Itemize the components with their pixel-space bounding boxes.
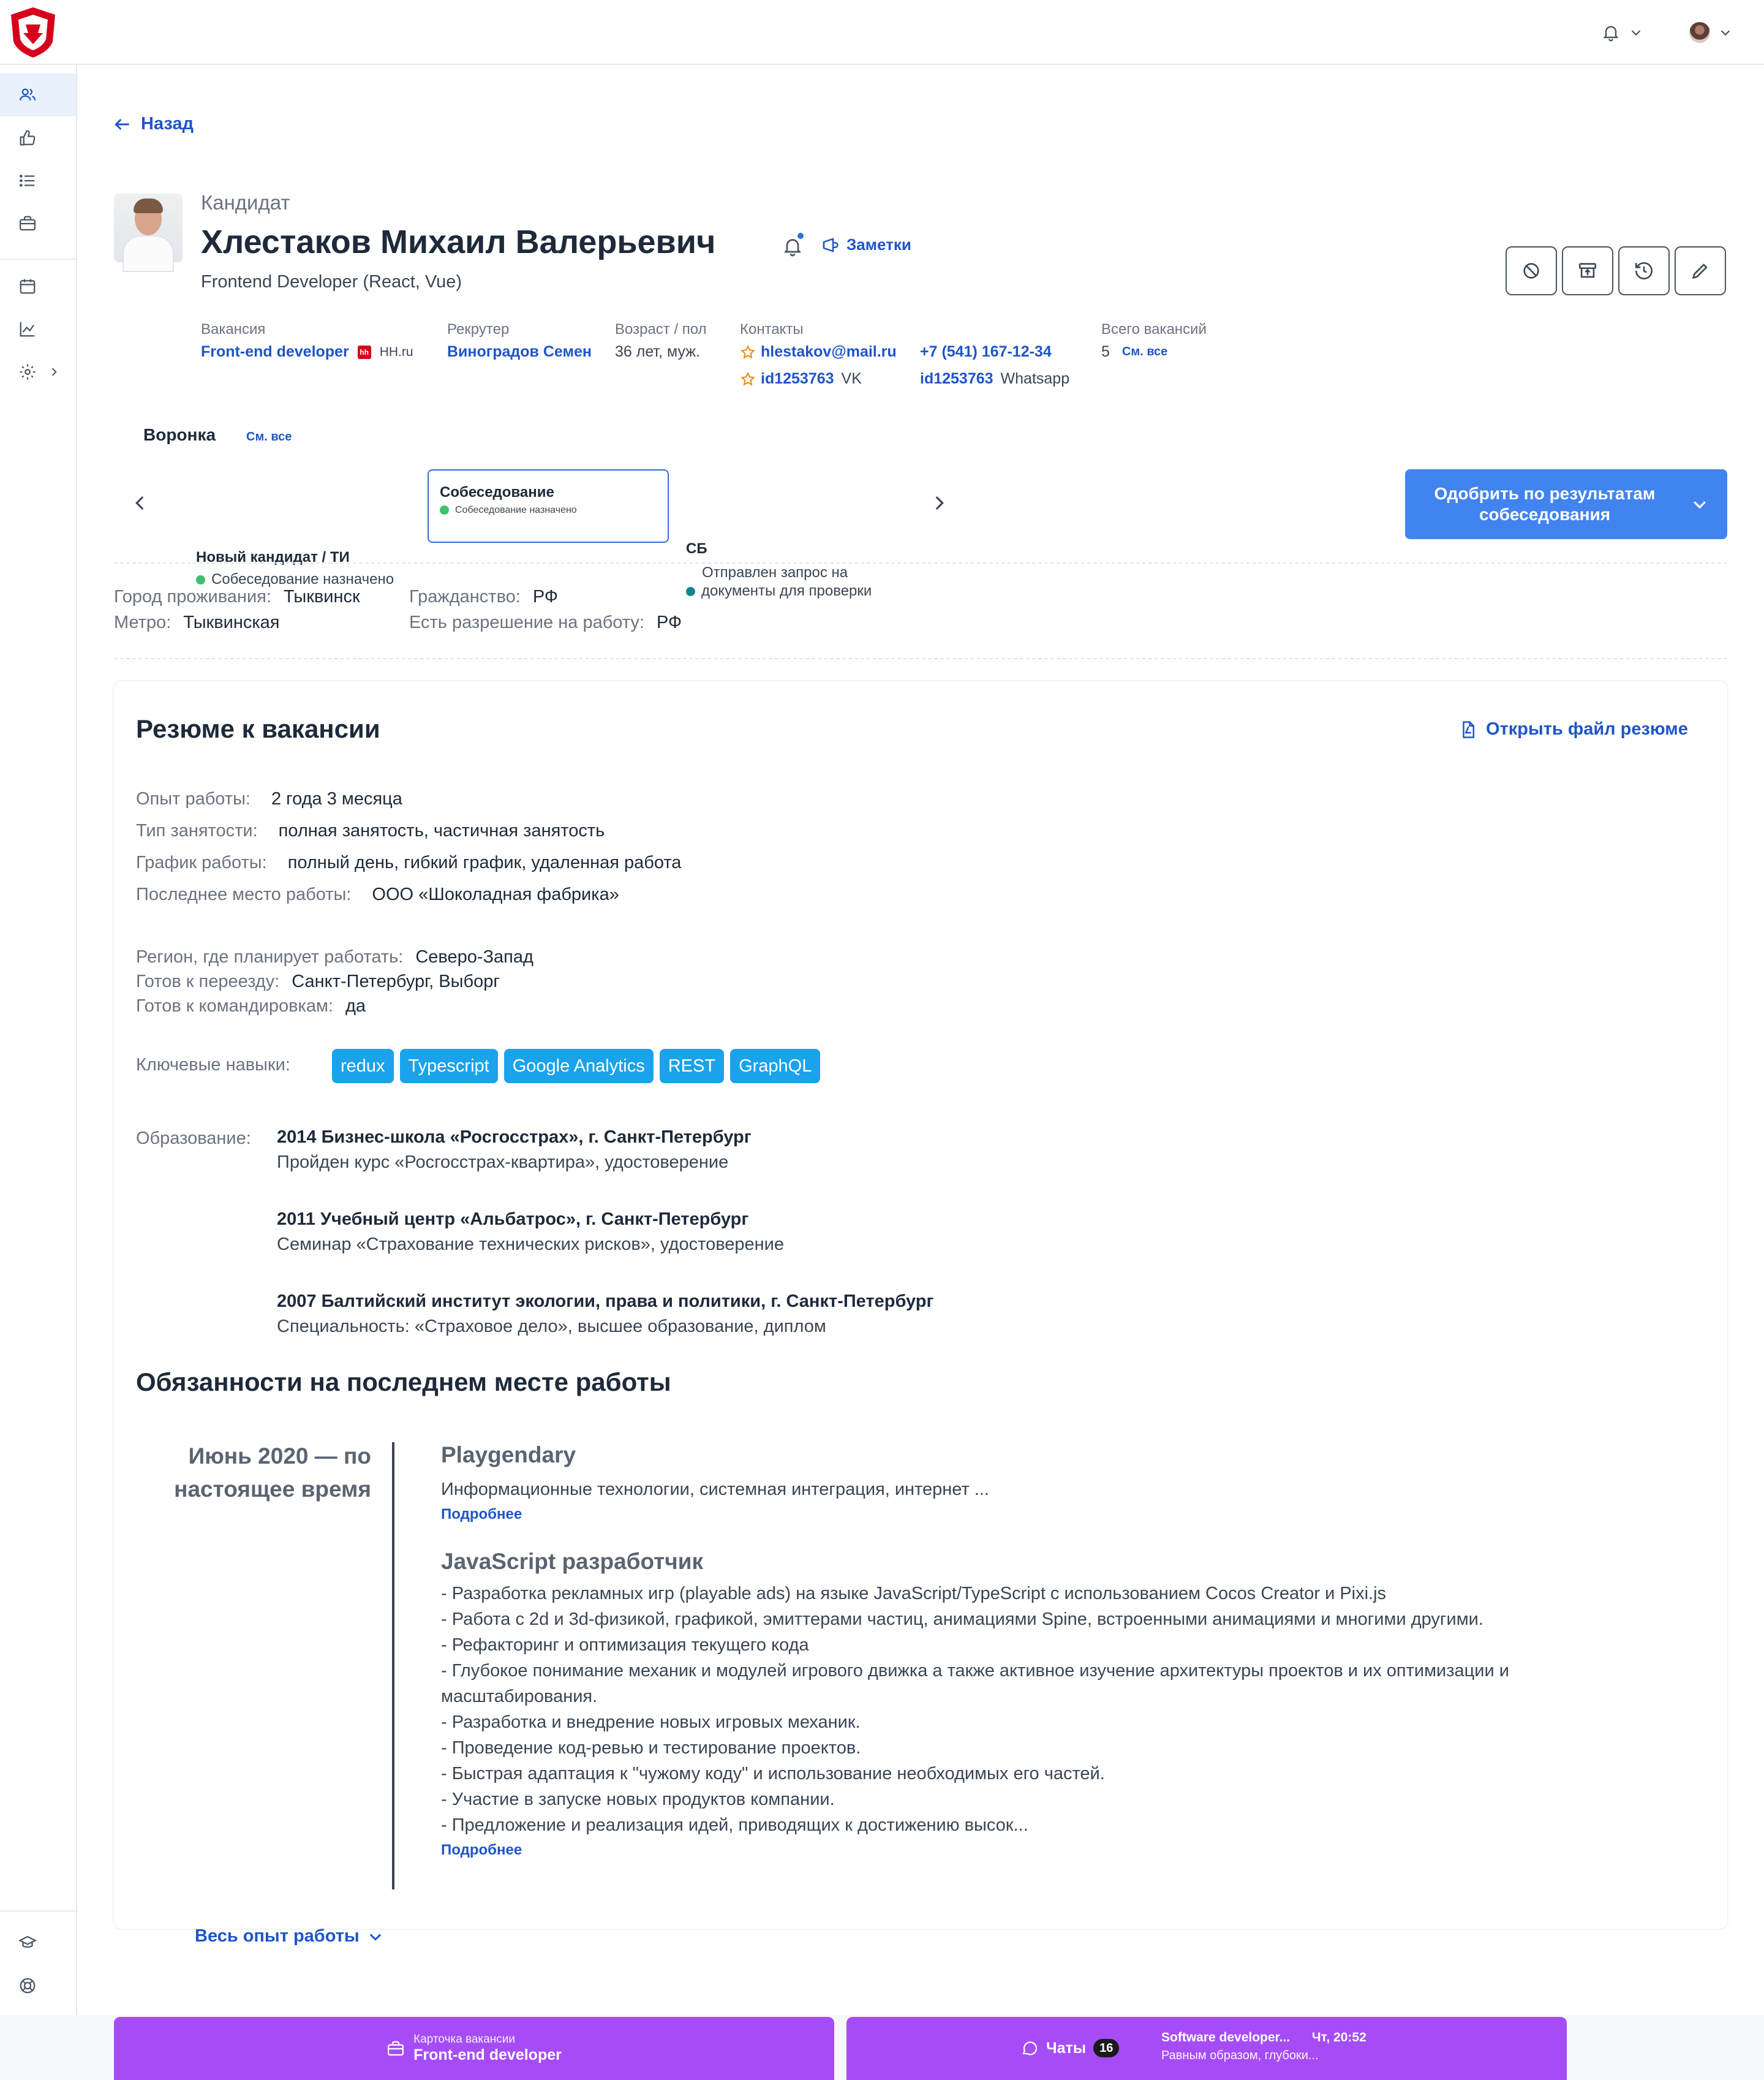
experience-entry [441, 1442, 1666, 1859]
stage-status: Собеседование назначено [196, 571, 394, 588]
duty-item: - Проведение код-ревью и тестирование проектов. [441, 1738, 861, 1758]
role-title: JavaScript разработчик [441, 1549, 704, 1574]
history-icon [1634, 260, 1654, 281]
sidebar-item-support[interactable] [0, 1964, 76, 2007]
funnel-prev-button[interactable] [130, 493, 151, 516]
approve-dropdown[interactable] [1672, 495, 1727, 513]
open-resume-file-button[interactable] [1459, 719, 1688, 739]
funnel-title: Воронка [143, 425, 216, 444]
skill-chip: REST [660, 1049, 724, 1083]
funnel-stage-1[interactable] [196, 549, 394, 588]
whatsapp-label: Whatsapp [1000, 370, 1070, 387]
phone-link[interactable]: +7 (541) 167-12-34 [920, 343, 1052, 360]
shield-logo[interactable] [9, 6, 58, 59]
status-dot [686, 587, 695, 596]
hh-logo-icon: hh [358, 346, 371, 359]
calendar-icon [18, 277, 37, 295]
stage-status: Отправлен запрос на документы для проверки [686, 564, 872, 600]
support-icon [18, 1976, 37, 1995]
vacancy-card-button[interactable] [114, 2017, 834, 2080]
email-contact [740, 343, 897, 361]
settings-icon [18, 363, 37, 381]
age-value: 36 лет, муж. [615, 343, 700, 360]
archive-button[interactable] [1562, 246, 1613, 295]
more-link[interactable]: Подробнее [441, 1506, 522, 1522]
archive-icon [1577, 260, 1598, 281]
notes-button[interactable] [821, 235, 911, 254]
resume-title: Резюме к вакансии [136, 714, 380, 743]
sidebar-item-analytics[interactable] [0, 308, 76, 350]
chevron-down-icon [367, 1928, 384, 1945]
work-period: Июнь 2020 — по настоящее время [174, 1443, 371, 1502]
sidebar-item-approvals[interactable] [0, 116, 76, 159]
pencil-icon [1690, 260, 1711, 281]
duty-item: - Быстрая адаптация к "чужому коду" и использование необходимых его частей. [441, 1764, 1105, 1783]
divider [114, 562, 1727, 564]
history-button[interactable] [1618, 246, 1670, 295]
list-icon [18, 172, 37, 190]
vk-label: VK [841, 370, 862, 387]
vacancy-field [201, 343, 413, 361]
star-icon[interactable] [740, 371, 756, 387]
chat-icon [1020, 2039, 1039, 2057]
funnel-next-button[interactable] [929, 493, 949, 516]
approve-button[interactable] [1405, 469, 1727, 539]
edit-button[interactable] [1675, 246, 1726, 295]
notification-dot [797, 233, 804, 239]
star-icon[interactable] [740, 344, 756, 360]
skills-label: Ключевые навыки: [136, 1055, 290, 1075]
company-description: Информационные технологии, системная интеграция, интернет ... [441, 1480, 989, 1499]
duties-title: Обязанности на последнем месте работы [136, 1367, 671, 1396]
resume-row: Готов к командировкам: да [136, 996, 366, 1016]
recruiter-label: Рекрутер [447, 321, 510, 338]
thumbs-up-icon [18, 129, 37, 147]
skills-list [332, 1049, 826, 1083]
resume-row: Тип занятости: полная занятость, частичная занятость [136, 821, 605, 841]
resume-row: Готов к переезду: Санкт-Петербург, Выборг [136, 972, 500, 991]
block-button[interactable] [1506, 246, 1557, 295]
sidebar [0, 65, 77, 2015]
duty-item: масштабирования. [441, 1687, 598, 1706]
chats-label-group [1020, 2039, 1119, 2057]
resume-row: Последнее место работы: ООО «Шоколадная фабрика» [136, 885, 619, 904]
vacancy-label: Вакансия [201, 321, 266, 338]
city-row: Город проживания: Тыквинск [114, 587, 360, 607]
users-icon [18, 86, 37, 104]
duty-item: - Глубокое понимание механик и модулей игрового движка а также активное изучение архитектуры проектов и их оптимизации и [441, 1661, 1509, 1681]
more-link[interactable]: Подробнее [441, 1842, 522, 1858]
funnel-stage-2-active[interactable] [428, 469, 669, 543]
sidebar-item-settings[interactable] [0, 350, 76, 393]
sidebar-item-list[interactable] [0, 159, 76, 202]
education-label: Образование: [136, 1129, 251, 1148]
email-link[interactable]: hlestakov@mail.ru [761, 343, 897, 360]
skill-chip: Google Analytics [504, 1049, 654, 1083]
education-detail: Пройден курс «Росгосстрах-квартира», удостоверение [277, 1152, 729, 1172]
education-title: 2014 Бизнес-школа «Росгосстрах», г. Санкт-Петербург [277, 1127, 752, 1147]
sidebar-item-vacancies[interactable] [0, 202, 76, 245]
chevron-right-icon [48, 366, 60, 378]
candidate-notifications-button[interactable] [779, 232, 807, 260]
funnel-stage-3[interactable] [686, 540, 872, 600]
stage-name: Новый кандидат / ТИ [196, 549, 350, 565]
stage-name: Собеседование [440, 484, 554, 501]
company-name: Playgendary [441, 1442, 576, 1467]
skill-chip: Typescript [400, 1049, 498, 1083]
all-experience-label: Весь опыт работы [195, 1926, 360, 1946]
sidebar-item-calendar[interactable] [0, 265, 76, 308]
chats-count-badge: 16 [1093, 2039, 1119, 2057]
funnel-see-all-link[interactable]: См. все [246, 430, 292, 444]
arrow-left-icon [113, 115, 132, 134]
chat-preview[interactable] [1161, 2030, 1366, 2063]
education-title: 2011 Учебный центр «Альбатрос», г. Санкт-Петербург [277, 1209, 749, 1229]
graduation-cap-icon [18, 1934, 37, 1952]
notifications-menu[interactable] [1601, 18, 1643, 47]
total-see-all-link[interactable]: См. все [1121, 345, 1168, 358]
chat-time: Чт, 20:52 [1311, 2030, 1366, 2044]
chat-title: Software developer... [1161, 2030, 1291, 2044]
duty-item: - Разработка и внедрение новых игровых механик. [441, 1712, 861, 1732]
citizenship-row: Гражданство: РФ [409, 587, 558, 607]
back-label: Назад [141, 114, 194, 134]
stage-name: СБ [686, 540, 707, 557]
resume-row: График работы: полный день, гибкий график, удаленная работа [136, 853, 682, 872]
sidebar-divider [0, 259, 76, 260]
age-label: Возраст / пол [615, 321, 707, 338]
notes-icon [821, 236, 839, 254]
education-list [277, 1127, 934, 1337]
chevron-down-icon [1629, 26, 1643, 39]
pdf-file-icon [1459, 720, 1477, 739]
vacancy-card-label: Карточка вакансии [413, 2033, 516, 2046]
back-link[interactable] [113, 114, 194, 134]
timeline-line [392, 1442, 394, 1889]
duty-item: - Участие в запуске новых продуктов компании. [441, 1790, 835, 1809]
chevron-left-icon [130, 493, 151, 513]
open-resume-file-label: Открыть файл резюме [1486, 719, 1688, 739]
divider [114, 658, 1727, 659]
chats-label: Чаты [1046, 2039, 1087, 2057]
status-dot [440, 505, 449, 515]
candidate-label: Кандидат [201, 191, 290, 214]
duty-item: - Разработка рекламных игр (playable ads) на языке JavaScript/TypeScript с использованием Cocos Creator и Pixi.js [441, 1584, 1387, 1603]
skill-chip: redux [332, 1049, 394, 1083]
resume-row: Регион, где планирует работать: Северо-Запад [136, 947, 533, 967]
total-vacancies-label: Всего вакансий [1101, 321, 1207, 338]
sidebar-divider [0, 1910, 76, 1912]
briefcase-icon [386, 2040, 405, 2058]
chevron-down-icon [1691, 495, 1709, 513]
chevron-down-icon [1719, 26, 1732, 39]
vacancy-source: HH.ru [379, 344, 413, 359]
notes-label: Заметки [846, 235, 911, 254]
approve-label: Одобрить по результатам собеседования [1434, 484, 1656, 524]
chevron-right-icon [929, 493, 949, 513]
total-vacancies-value: 5 [1101, 343, 1110, 360]
user-menu[interactable] [1689, 18, 1732, 47]
status-dot [196, 575, 205, 584]
education-title: 2007 Балтийский институт экологии, права и политики, г. Санкт-Петербург [277, 1291, 934, 1311]
top-bar [0, 0, 1764, 65]
vk-contact [740, 370, 862, 388]
briefcase-icon [18, 214, 37, 233]
whatsapp-link[interactable]: id1253763 [920, 370, 993, 387]
vacancy-link[interactable]: Front-end developer [201, 343, 349, 360]
skill-chip: GraphQL [730, 1049, 820, 1083]
contacts-label: Контакты [740, 321, 804, 338]
all-experience-button[interactable] [195, 1926, 384, 1946]
chats-button[interactable] [846, 2017, 1567, 2080]
sidebar-item-training[interactable] [0, 1921, 76, 1964]
avatar [1689, 22, 1710, 43]
permit-row: Есть разрешение на работу: РФ [409, 613, 682, 632]
candidate-photo [114, 194, 183, 262]
stage-status: Собеседование назначено [440, 505, 577, 516]
education-detail: Специальность: «Страховое дело», высшее образование, диплом [277, 1317, 826, 1336]
candidate-name: Хлестаков Михаил Валерьевич [201, 224, 716, 260]
education-detail: Семинар «Страхование технических рисков», удостоверение [277, 1235, 785, 1254]
resume-row: Опыт работы: 2 года 3 месяца [136, 789, 402, 809]
main-content [77, 65, 1764, 2063]
metro-row: Метро: Тыквинская [114, 613, 280, 632]
recruiter-link[interactable]: Виноградов Семен [447, 343, 592, 360]
duties-list [441, 1581, 1666, 1838]
whatsapp-contact [920, 370, 1069, 388]
bell-icon [1601, 23, 1621, 42]
chart-icon [18, 320, 37, 338]
chat-last-message: Равным образом, глубоки... [1161, 2049, 1319, 2062]
duty-item: - Рефакторинг и оптимизация текущего кода [441, 1635, 809, 1655]
vacancy-card-value: Front-end developer [413, 2046, 562, 2063]
duty-item: - Предложение и реализация идей, приводящих к достижению высок... [441, 1815, 1028, 1835]
block-icon [1521, 260, 1542, 281]
vk-link[interactable]: id1253763 [761, 370, 834, 387]
candidate-position: Frontend Developer (React, Vue) [201, 272, 462, 292]
sidebar-item-candidates[interactable] [0, 74, 76, 116]
duty-item: - Работа с 2d и 3d-физикой, графикой, эмиттерами частиц, анимациями Spine, встроенными анимациями и многими другими. [441, 1609, 1483, 1629]
total-vacancies-field [1101, 343, 1167, 361]
